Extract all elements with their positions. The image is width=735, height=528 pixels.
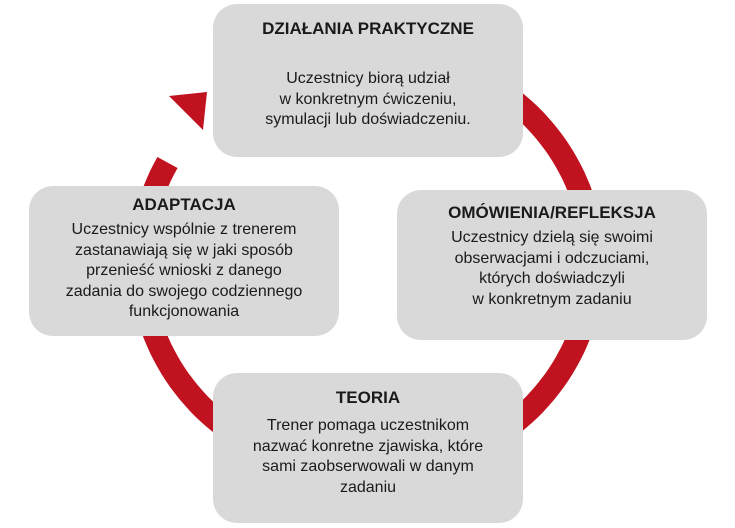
- stage-title: ADAPTACJA: [132, 195, 236, 214]
- cycle-arrowhead: [169, 92, 207, 130]
- stage-description: Trener pomaga uczestnikom nazwać konretne zjawiska, które sami zaobserwowali w danym zadaniu: [252, 417, 484, 496]
- stage-description: Uczestnicy biorą udział w konkretnym ćwiczeniu, symulacji lub doświadczeniu.: [265, 70, 471, 128]
- stage-description: Uczestnicy dzielą się swoimi obserwacjami i odczuciami, których doświadczyli w konkretnym zadaniu: [451, 229, 653, 308]
- stage-title: OMÓWIENIA/REFLEKSJA: [448, 203, 656, 222]
- stage-reflection: [397, 190, 707, 340]
- stage-adaptation: [29, 186, 339, 336]
- stage-theory: [213, 373, 523, 523]
- stage-title: DZIAŁANIA PRAKTYCZNE: [262, 19, 474, 38]
- stage-practical-actions: [213, 4, 523, 157]
- stage-description: Uczestnicy wspólnie z trenerem zastanawiają się w jaki sposób przenieść wnioski z danego zadania do swojego codziennego funkcjonowania: [65, 221, 303, 320]
- stage-title: TEORIA: [335, 388, 401, 407]
